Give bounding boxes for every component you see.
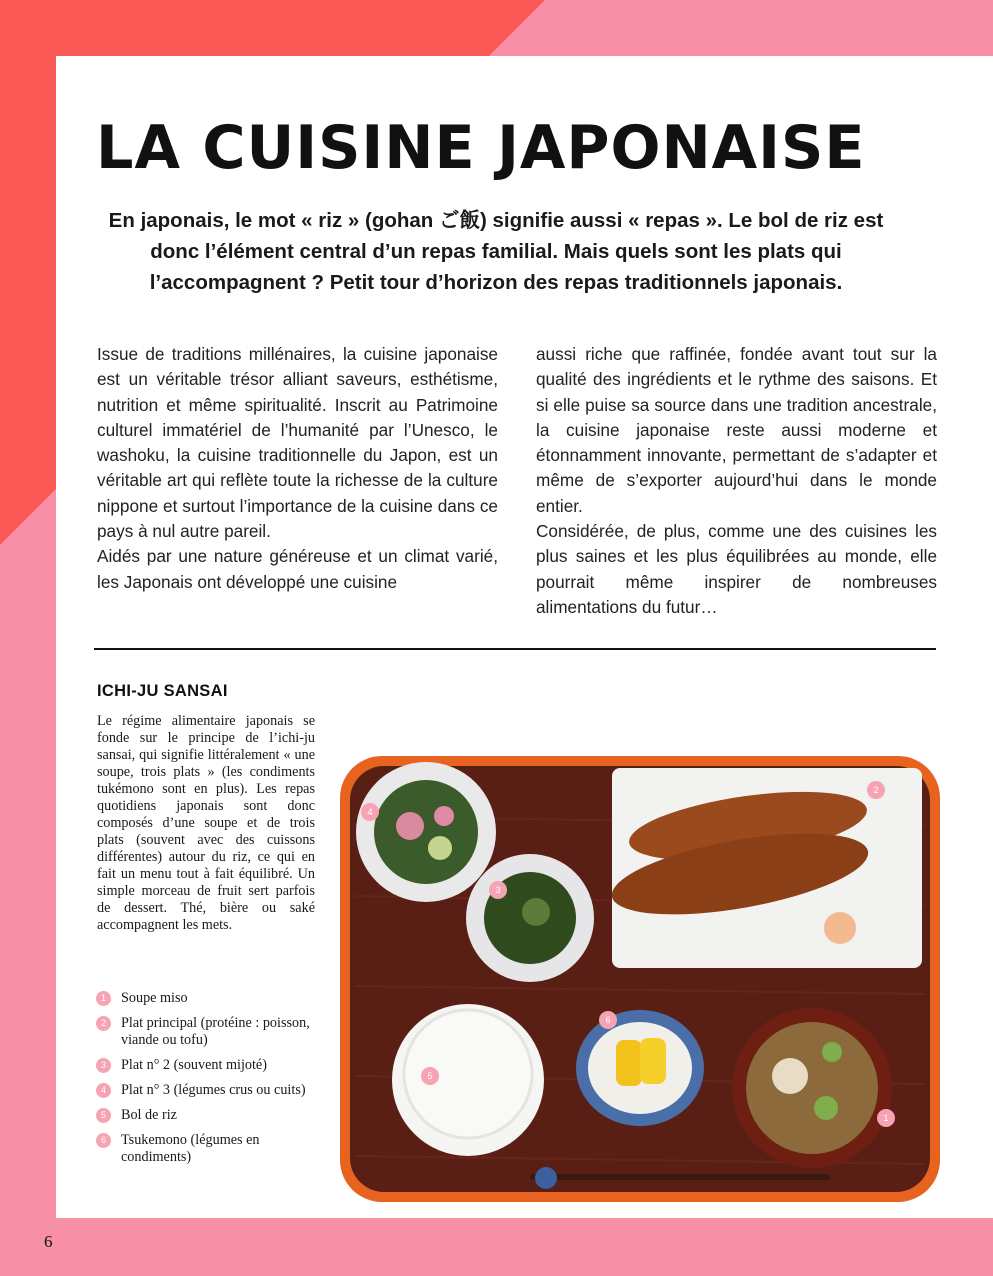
legend-item	[96, 1082, 321, 1099]
body-paragraph: Aidés par une nature généreuse et un climat varié, les Japonais ont développé une cuisine	[97, 546, 498, 592]
legend-label: Plat n° 3 (légumes crus ou cuits)	[121, 1082, 306, 1098]
legend-number-badge: 4	[96, 1083, 111, 1098]
chopstick-rest	[535, 1167, 557, 1189]
legend-item	[96, 1132, 321, 1166]
body-column-1	[97, 342, 498, 595]
legend-number-badge: 6	[96, 1133, 111, 1148]
photo-marker: 1	[883, 1113, 889, 1123]
legend-label: Plat n° 2 (souvent mijoté)	[121, 1057, 267, 1073]
photo-marker: 2	[873, 785, 879, 795]
legend-item	[96, 1057, 321, 1074]
legend-number-badge: 1	[96, 991, 111, 1006]
photo-marker: 5	[427, 1071, 433, 1081]
legend-number-badge: 5	[96, 1108, 111, 1123]
sidebar-title: ICHI-JU SANSAI	[97, 682, 228, 700]
dish-legend	[96, 990, 321, 1174]
meal-tray-photo	[340, 756, 940, 1202]
legend-item	[96, 1015, 321, 1049]
legend-number-badge: 2	[96, 1016, 111, 1031]
photo-marker: 4	[367, 807, 373, 817]
legend-label: Plat principal (protéine : poisson, viande ou tofu)	[121, 1015, 310, 1048]
grated-daikon	[824, 912, 856, 944]
legend-label: Tsukemono (légumes en condiments)	[121, 1132, 260, 1165]
legend-item	[96, 1107, 321, 1124]
legend-label: Bol de riz	[121, 1107, 177, 1123]
body-paragraph: aussi riche que raffinée, fondée avant tout sur la qualité des ingrédients et le rythme des saisons. Et si elle puise sa source dans une tradition ancestrale, la cuisine japonaise reste aussi moderne et étonnamment innovante, permettant de s’adapter et même de s’exporter aujourd’hui dans le monde entier.	[536, 344, 937, 516]
body-paragraph: Issue de traditions millénaires, la cuisine japonaise est un véritable trésor alliant saveurs, esthétisme, nutrition et même spiritualité. Inscrit au Patrimoine culturel immatériel de l’humanité par l’Unesco, le washoku, la cuisine traditionnelle du Japon, est un véritable art qui reflète toute la richesse de la culture nippone et surtout l’importance de la cuisine dans ce pays à nul autre pareil.	[97, 344, 498, 542]
sidebar-text: Le régime alimentaire japonais se fonde sur le principe de l’ichi-ju sansai, qui signifie littéralement « une soupe, trois plats » (les condiments tukémono sont en plus). Les repas quotidiens japonais sont donc composés d’une soupe et de trois plats (souvent avec des cuissons différentes) autour du riz, ce qui en fait un menu tout à fait équilibré. Un simple morceau de fruit sert parfois de dessert. Thé, bière ou saké accompagnent les mets.	[97, 713, 315, 933]
legend-label: Soupe miso	[121, 990, 188, 1006]
legend-number-badge: 3	[96, 1058, 111, 1073]
chopsticks	[530, 1174, 830, 1180]
page-number: 6	[44, 1232, 53, 1251]
photo-marker: 3	[495, 885, 501, 895]
body-paragraph: Considérée, de plus, comme une des cuisines les plus saines et les plus équilibrées au monde, elle pourrait même inspirer de nombreuses alimentations du futur…	[536, 521, 937, 617]
section-divider	[94, 648, 936, 650]
body-column-2	[536, 342, 937, 620]
photo-marker: 6	[605, 1015, 611, 1025]
legend-item	[96, 990, 321, 1007]
page-title: LA CUISINE JAPONAISE	[96, 113, 866, 183]
lead-paragraph: En japonais, le mot « riz » (gohan ご飯) signifie aussi « repas ». Le bol de riz est donc l’élément central d’un repas familial. Mais quels sont les plats qui l’accompagnent ? Petit tour d’horizon des repas traditionnels japonais.	[108, 209, 884, 294]
